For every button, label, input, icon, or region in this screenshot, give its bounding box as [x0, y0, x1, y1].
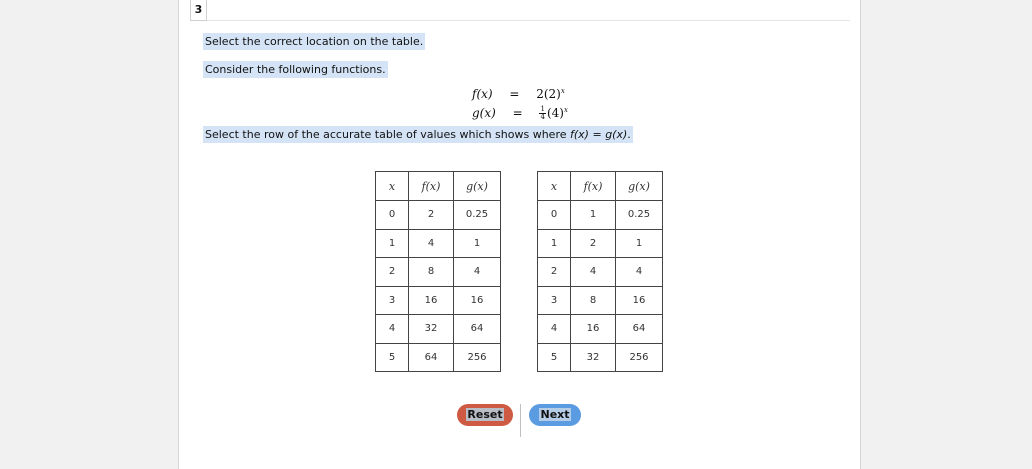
cell-fx[interactable]: 8 — [409, 258, 454, 287]
cell-fx[interactable]: 4 — [571, 258, 616, 287]
cell-fx[interactable]: 16 — [571, 315, 616, 344]
table-row[interactable] — [376, 343, 501, 372]
table-row[interactable] — [376, 229, 501, 258]
cell-fx[interactable]: 32 — [571, 343, 616, 372]
g-fraction-denominator: 4 — [540, 113, 545, 121]
cell-gx[interactable]: 1 — [616, 229, 663, 258]
header-x: x — [376, 172, 409, 201]
header-fx: f(x) — [409, 172, 454, 201]
cell-gx[interactable]: 0.25 — [616, 201, 663, 230]
cell-gx[interactable]: 64 — [454, 315, 501, 344]
prompt-fx: f(x) — [570, 128, 589, 141]
cell-fx[interactable]: 2 — [409, 201, 454, 230]
table-row[interactable] — [538, 343, 663, 372]
cell-x[interactable]: 3 — [376, 286, 409, 315]
table-row[interactable] — [538, 258, 663, 287]
next-button[interactable] — [529, 404, 581, 426]
table-row[interactable] — [538, 315, 663, 344]
table-row[interactable] — [538, 201, 663, 230]
cell-x[interactable]: 4 — [376, 315, 409, 344]
cell-gx[interactable]: 256 — [454, 343, 501, 372]
g-fraction-numerator: 1 — [540, 105, 545, 113]
prompt-text — [203, 126, 633, 143]
cell-x[interactable]: 0 — [376, 201, 409, 230]
reset-button-label: Reset — [467, 408, 503, 421]
cell-x[interactable]: 5 — [538, 343, 571, 372]
f-exponent: x — [560, 87, 565, 95]
cell-x[interactable]: 4 — [538, 315, 571, 344]
cell-x[interactable]: 2 — [538, 258, 571, 287]
cell-gx[interactable]: 64 — [616, 315, 663, 344]
cell-gx[interactable]: 4 — [454, 258, 501, 287]
reset-button[interactable] — [457, 404, 513, 426]
cell-fx[interactable]: 1 — [571, 201, 616, 230]
cell-gx[interactable]: 4 — [616, 258, 663, 287]
f-definition — [472, 84, 565, 101]
header-x: x — [538, 172, 571, 201]
cell-x[interactable]: 0 — [538, 201, 571, 230]
f-rhs: 2(2) — [536, 87, 561, 101]
cell-fx[interactable]: 2 — [571, 229, 616, 258]
cell-fx[interactable]: 32 — [409, 315, 454, 344]
cell-fx[interactable]: 4 — [409, 229, 454, 258]
header-divider — [207, 20, 850, 21]
prompt-eq: = — [588, 128, 606, 141]
values-table-a — [375, 171, 501, 372]
cell-fx[interactable]: 8 — [571, 286, 616, 315]
header-gx: g(x) — [616, 172, 663, 201]
cell-gx[interactable]: 16 — [454, 286, 501, 315]
f-lhs: f(x) — [472, 87, 493, 101]
table-row[interactable] — [376, 258, 501, 287]
question-number: 3 — [190, 0, 207, 21]
prompt-after: . — [627, 128, 631, 141]
intro-text: Consider the following functions. — [205, 63, 386, 76]
cell-gx[interactable]: 16 — [616, 286, 663, 315]
header-gx: g(x) — [454, 172, 501, 201]
table-row[interactable] — [376, 286, 501, 315]
table-header-row — [376, 172, 501, 201]
g-equals: = — [512, 106, 523, 120]
g-lhs: g(x) — [472, 106, 496, 120]
cell-x[interactable]: 3 — [538, 286, 571, 315]
table-row[interactable] — [538, 286, 663, 315]
cell-gx[interactable]: 256 — [616, 343, 663, 372]
prompt-before: Select the row of the accurate table of values which shows where — [205, 128, 570, 141]
prompt-gx: g(x) — [605, 128, 628, 141]
next-button-label: Next — [540, 408, 570, 421]
cell-x[interactable]: 1 — [538, 229, 571, 258]
cell-fx[interactable]: 64 — [409, 343, 454, 372]
f-equals: = — [509, 87, 520, 101]
table-row[interactable] — [376, 315, 501, 344]
table-row[interactable] — [538, 229, 663, 258]
table-row[interactable] — [376, 201, 501, 230]
values-table-b — [537, 171, 663, 372]
header-fx: f(x) — [571, 172, 616, 201]
cell-fx[interactable]: 16 — [409, 286, 454, 315]
g-rhs: (4) — [546, 106, 564, 120]
cell-gx[interactable]: 0.25 — [454, 201, 501, 230]
cell-gx[interactable]: 1 — [454, 229, 501, 258]
cell-x[interactable]: 1 — [376, 229, 409, 258]
button-divider — [520, 404, 521, 437]
g-exponent: x — [563, 106, 568, 114]
g-fraction — [539, 106, 545, 121]
table-header-row — [538, 172, 663, 201]
g-definition — [472, 103, 568, 121]
instruction-text: Select the correct location on the table. — [205, 35, 424, 48]
cell-x[interactable]: 5 — [376, 343, 409, 372]
cell-x[interactable]: 2 — [376, 258, 409, 287]
